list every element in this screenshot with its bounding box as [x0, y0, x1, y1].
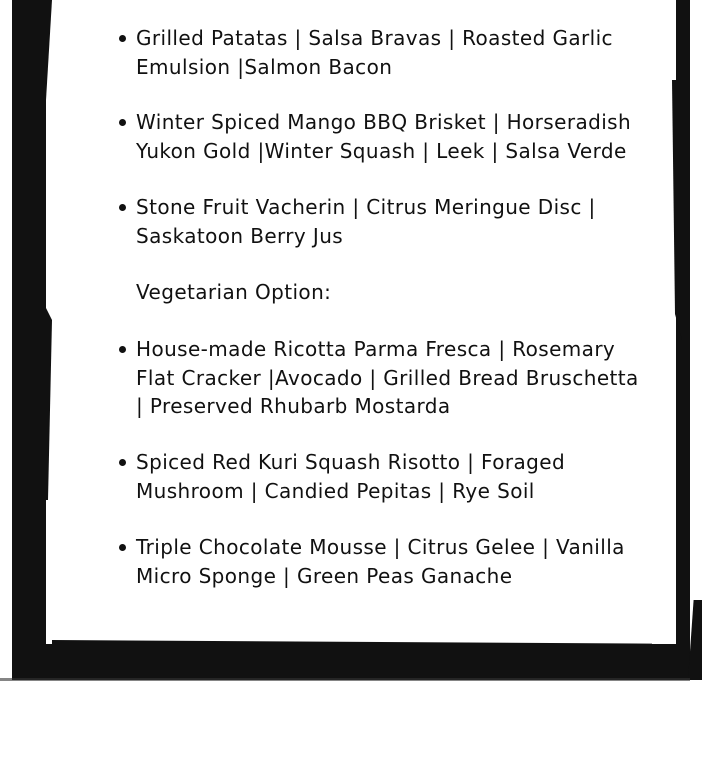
bullet-icon [119, 459, 126, 466]
menu-item-line: | Preserved Rhubarb Mostarda [136, 394, 451, 418]
menu-item [136, 448, 636, 505]
bullet-icon [119, 544, 126, 551]
menu-item [136, 533, 636, 590]
menu-item-line: Yukon Gold |Winter Squash | Leek | Salsa Verde [136, 138, 627, 163]
menu-item-line: Flat Cracker |Avocado | Grilled Bread Bruschetta [136, 365, 639, 390]
menu-item-line: Emulsion |Salmon Bacon [136, 54, 393, 79]
menu-item-line: Grilled Patatas | Salsa Bravas | Roasted Garlic [136, 26, 613, 50]
menu-item [136, 335, 639, 421]
bullet-icon [119, 119, 126, 126]
bullet-icon [119, 204, 126, 211]
menu-item-line: Spiced Red Kuri Squash Risotto | Foraged [136, 450, 566, 474]
vegetarian-heading-text: Vegetarian Option: [136, 280, 332, 304]
bullet-icon [119, 346, 126, 353]
menu-item-line: Mushroom | Candied Pepitas | Rye Soil [136, 478, 535, 503]
menu-item [136, 24, 636, 81]
menu-item [136, 193, 636, 250]
bullet-icon [119, 35, 126, 42]
menu-item-line: Stone Fruit Vacherin | Citrus Meringue Disc | [136, 195, 596, 219]
menu-item [136, 108, 636, 165]
menu-item-line: Micro Sponge | Green Peas Ganache [136, 563, 513, 588]
menu-item-line: House-made Ricotta Parma Fresca | Rosemary [136, 337, 616, 361]
menu-item-line: Triple Chocolate Mousse | Citrus Gelee | Vanilla [136, 535, 625, 559]
vegetarian-heading [136, 278, 636, 307]
menu-item-line: Winter Spiced Mango BBQ Brisket | Horseradish [136, 110, 632, 134]
menu-item-line: Saskatoon Berry Jus [136, 223, 344, 248]
